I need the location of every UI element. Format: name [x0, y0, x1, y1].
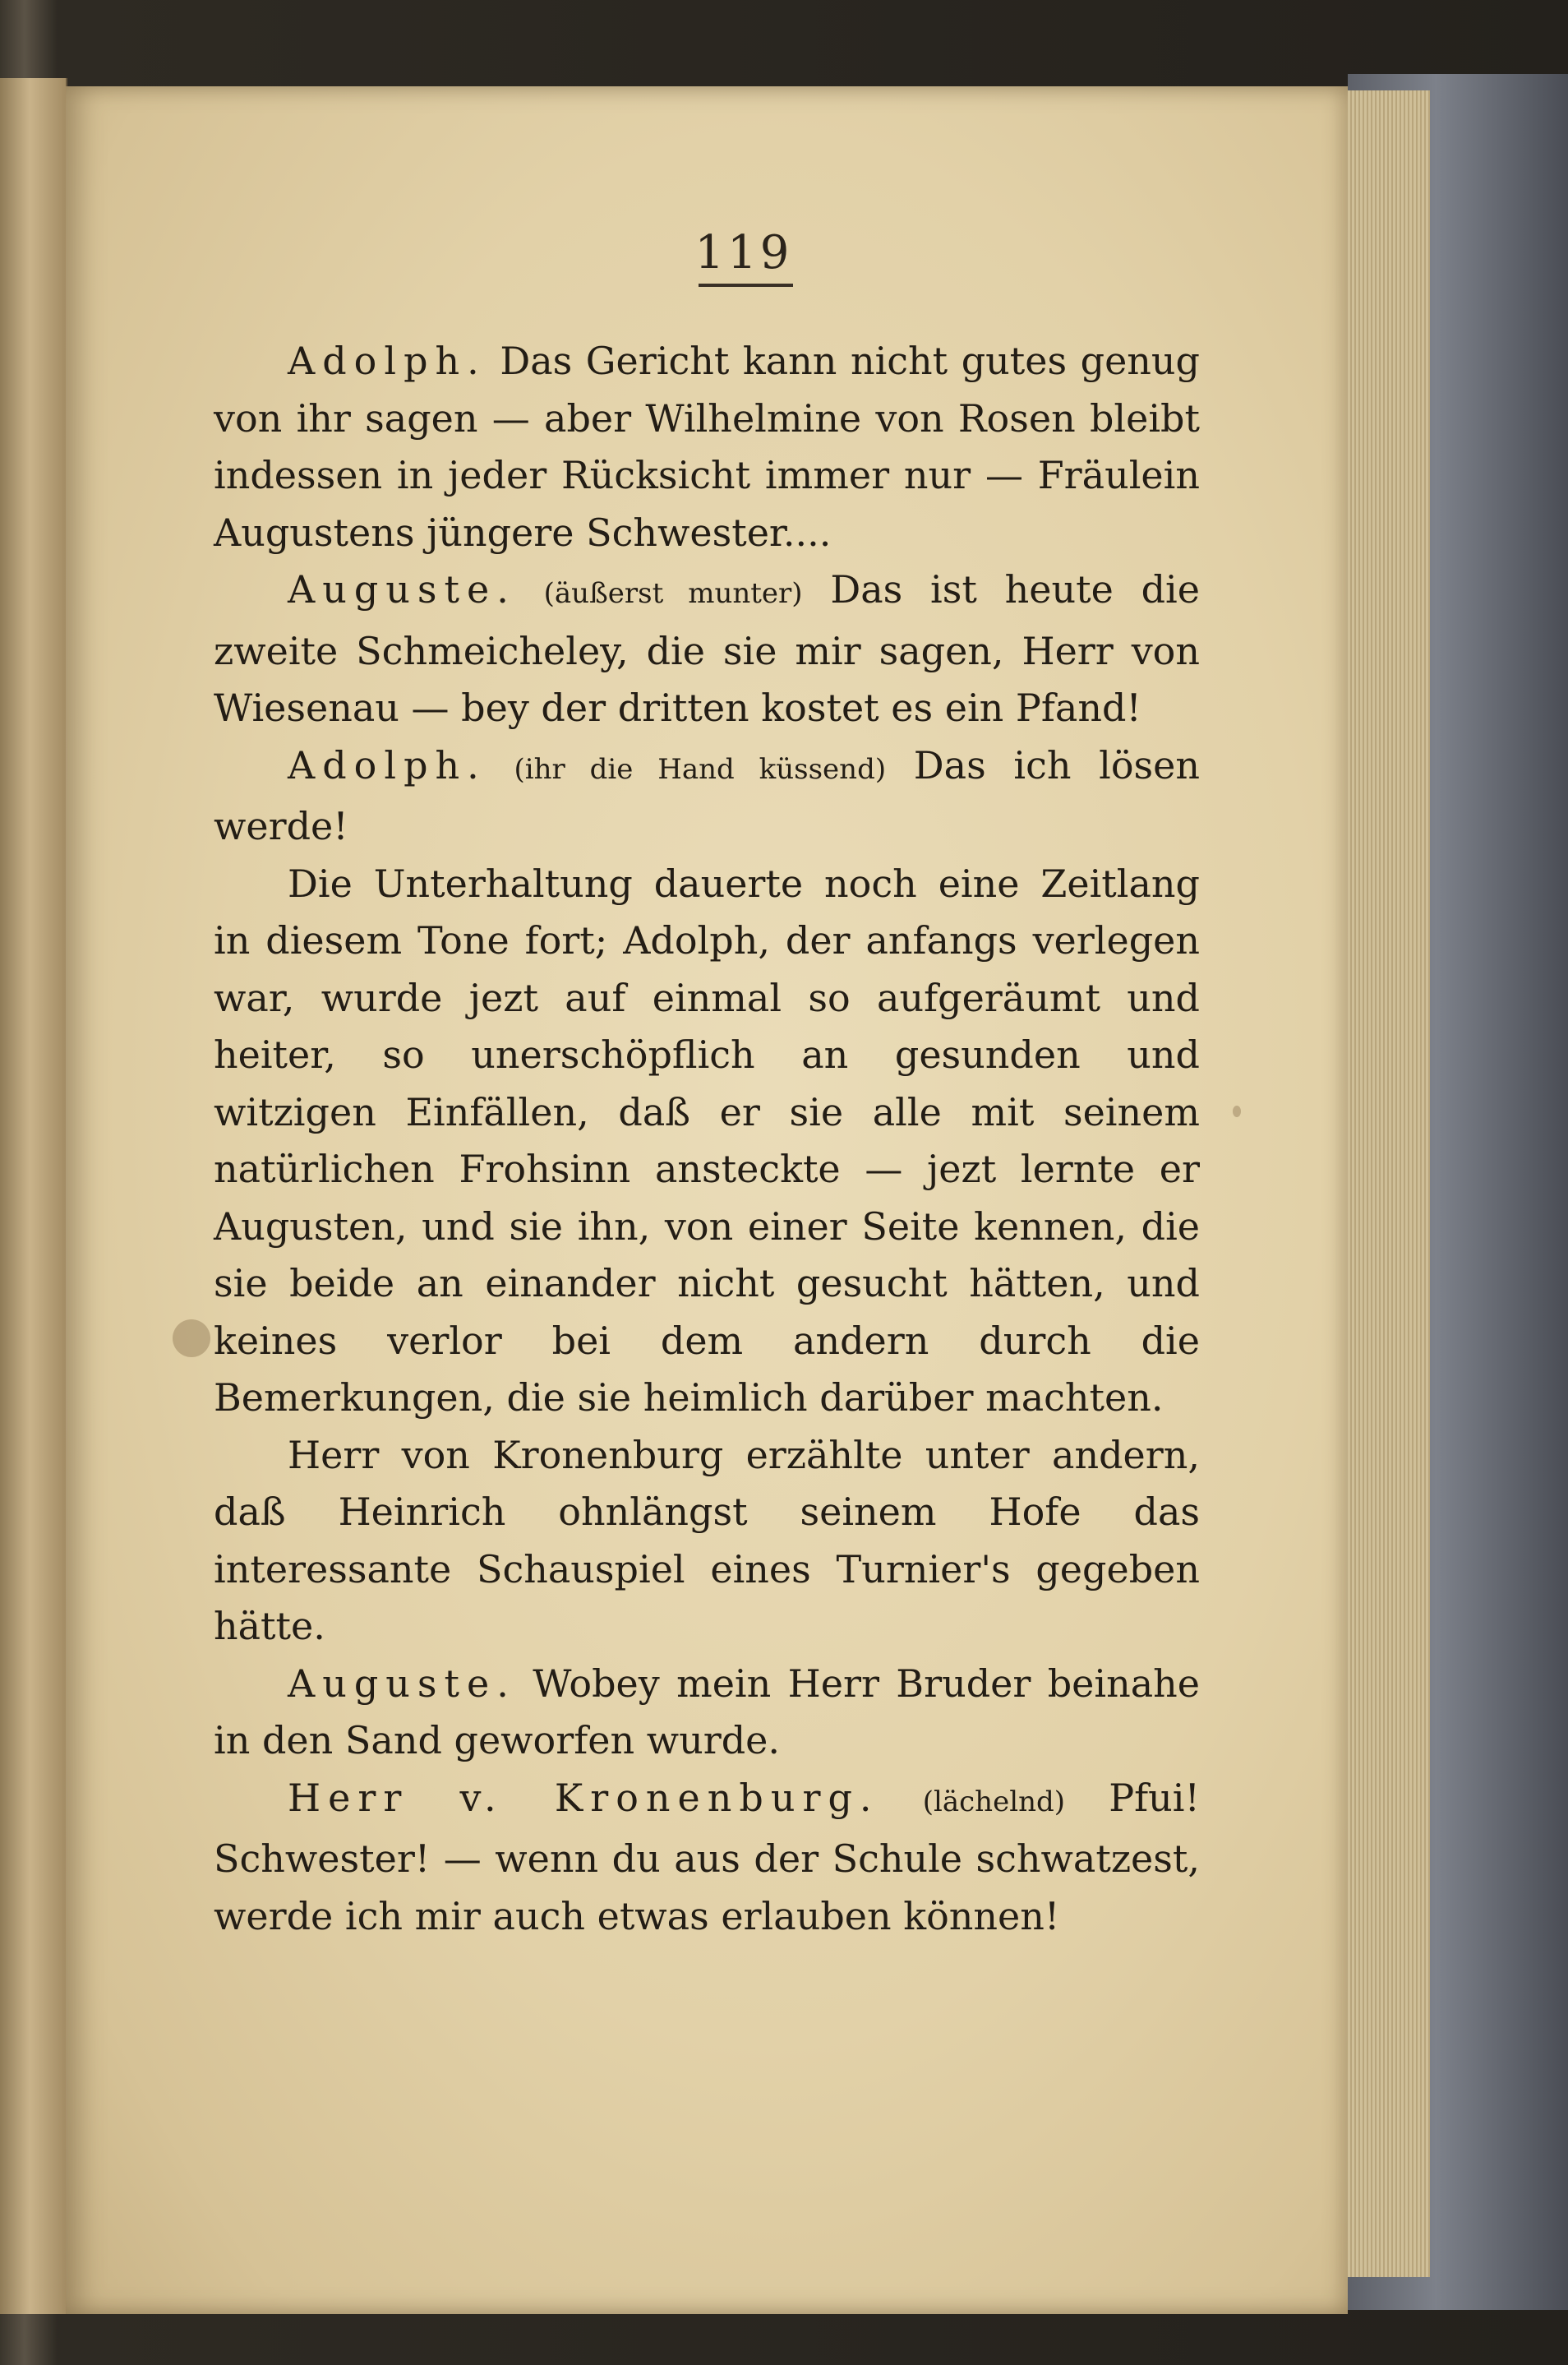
page-text	[214, 333, 1200, 1945]
paragraph-text: Das ist heute die zweite Schmeicheley, die sie mir sagen, Herr von Wiesenau — bey der dritten kostet es ein Pfand!	[214, 567, 1200, 730]
speaker-name: Adolph.	[288, 742, 487, 788]
paragraph-text: Das ich lösen werde!	[214, 742, 1200, 848]
page-number: 119	[694, 226, 793, 279]
stage-direction: (lächelnd)	[922, 1785, 1065, 1818]
paragraph	[214, 561, 1200, 737]
paragraph	[214, 1770, 1200, 1946]
paragraph	[214, 333, 1200, 561]
page-stack-edge	[1340, 90, 1430, 2277]
paragraph	[214, 856, 1200, 1427]
speaker-name: Adolph.	[288, 339, 487, 383]
speaker-name: Auguste.	[288, 567, 516, 612]
page-number-rule	[699, 284, 793, 287]
stage-direction: (äußerst munter)	[543, 577, 803, 610]
left-page-edge	[0, 78, 67, 2314]
paragraph-text: Pfui! Schwester! — wenn du aus der Schule schwatzest, werde ich mir auch etwas erlauben können!	[214, 1775, 1201, 1938]
paper-stain	[1233, 1106, 1241, 1117]
paragraph	[214, 737, 1200, 856]
paragraph-text: Herr von Kronenburg erzählte unter andern, daß Heinrich ohnlängst seinem Hofe das interessante Schauspiel eines Turnier's gegeben hätte.	[214, 1432, 1200, 1648]
book-page	[66, 86, 1348, 2314]
paragraph-text: Die Unterhaltung dauerte noch eine Zeitlang in diesem Tone fort; Adolph, der anfangs verlegen war, wurde jezt auf einmal so aufgeräumt und heiter, so unerschöpflich an gesunden und witzigen Einfällen, daß er sie alle mit seinem natürlichen Frohsinn ansteckte — jezt lernte er Augusten, und sie ihn, von einer Seite kennen, die sie beide an einander nicht gesucht hätten, und keines verlor bei dem andern durch die Bemerkungen, die sie heimlich darüber machten.	[214, 861, 1200, 1420]
speaker-name: Herr v. Kronenburg.	[288, 1775, 879, 1820]
paragraph-text: Wobey mein Herr Bruder beinahe in den Sand geworfen wurde.	[214, 1661, 1200, 1762]
paragraph-text: Das Gericht kann nicht gutes genug von ihr sagen — aber Wilhelmine von Rosen bleibt indessen in jeder Rücksicht immer nur — Fräulein Augustens jüngere Schwester....	[214, 339, 1200, 555]
paper-stain	[173, 1319, 210, 1357]
stage-direction: (ihr die Hand küssend)	[514, 752, 887, 786]
paragraph	[214, 1427, 1200, 1656]
speaker-name: Auguste.	[288, 1661, 516, 1706]
paragraph	[214, 1656, 1200, 1770]
